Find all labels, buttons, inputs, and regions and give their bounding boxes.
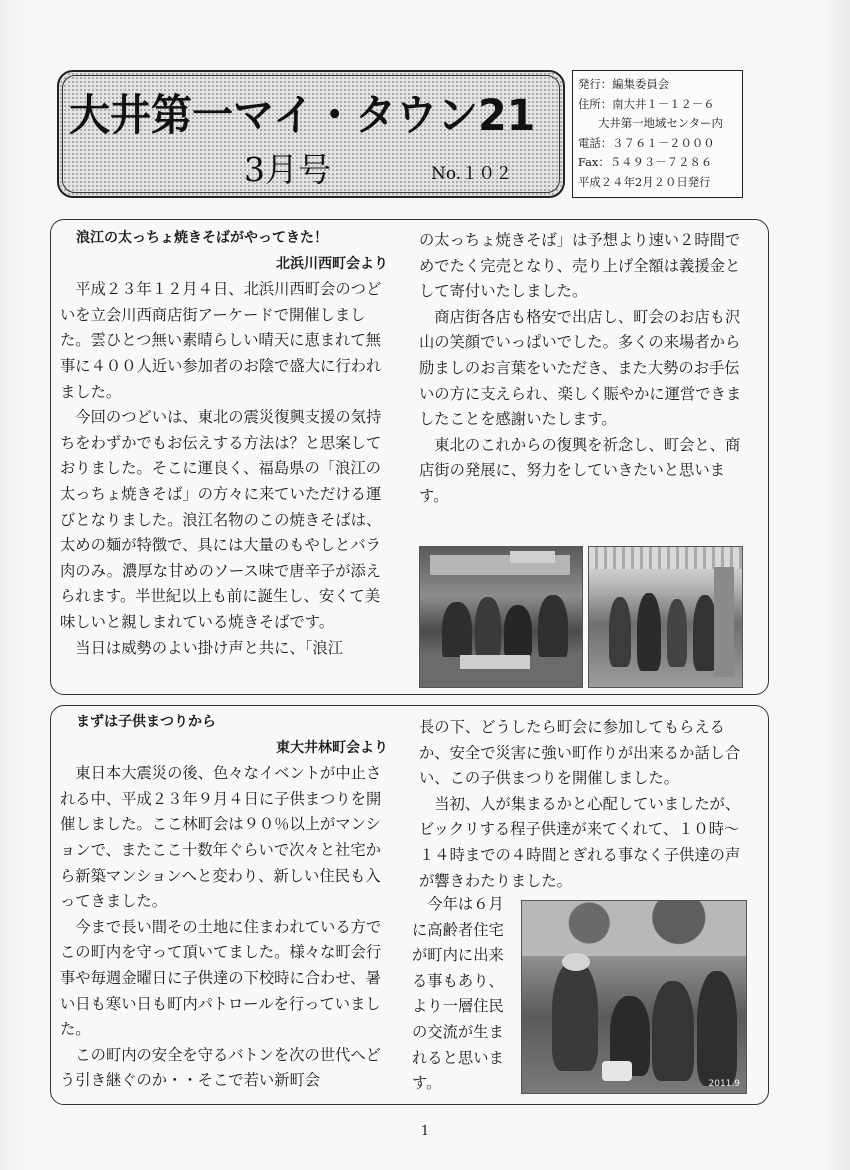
article1-byline: 北浜川西町会より <box>276 255 388 272</box>
article2-paragraph: 今まで長い間その土地に住まわれている方でこの町内を守って頂いてました。様々な町会行事や毎週金曜日に子供達の下校時に合わせ、暑い日も寒い日も町内パトロールを行っていました。 <box>60 917 382 1039</box>
article2-wrap-text <box>412 892 516 1097</box>
article2-headline: まずは子供まつりから <box>76 714 216 730</box>
article1-paragraph: 商店街各店も格安で出店し、町会のお店も沢山の笑顔でいっぱいでした。多くの来場者から励ましのお言葉をいただき、また大勢のお手伝いの方に支えられ、楽しく賑やかに運営できましたことを感謝いたします。 <box>419 307 742 429</box>
article1-continued-text: の太っちょ焼きそば」は予想より速い２時間でめでたく完売となり、売り上げ全額は義援金として寄付いたしました。 <box>419 231 741 301</box>
address: 住所：南大井１－１２－６ <box>578 96 715 111</box>
article1-left-column <box>60 226 392 661</box>
address-detail: 大井第一地域センター内 <box>598 116 723 130</box>
article2-right-column <box>419 715 753 894</box>
photo-shopping-arcade <box>588 546 743 688</box>
article1-paragraph: 当日は威勢のよい掛け声と共に、「浪江 <box>75 638 343 657</box>
photo-date-stamp: 2011.9 <box>708 1079 740 1089</box>
article2-paragraph: 当初、人が集まるかと心配していましたが、ビックリする程子供達が来てくれて、１０時～１４時までの４時間とぎれる事なく子供達の声が響きわたりました。 <box>419 794 741 890</box>
phone: 電話：３７６１－２０００ <box>578 135 715 150</box>
page-number: 1 <box>420 1124 430 1139</box>
publisher: 発行：編集委員会 <box>578 77 670 91</box>
publisher-info-box <box>572 70 743 198</box>
article2-left-column <box>60 710 392 1094</box>
newsletter-title: 大井第一マイ・タウン21 <box>69 89 536 141</box>
article1-paragraph: 今回のつどいは、東北の震災復興支援の気持ちをわずかでもお伝えする方法は？と思案しておりました。そこに運良く、福島県の「浪江の太っちょ焼きそば」の方々に来ていただける運びとなりました。浪江名物のこの焼きそばは、太めの麺が特徴で、具には大量のもやしとバラ肉のみ。濃厚な甘めのソース味で唐辛子が添えられます。半世紀以上も前に誕生し、安くて美味しいと親しまれている焼きそばです。 <box>60 408 382 631</box>
masthead <box>57 70 565 198</box>
article1-paragraph: 平成２３年１２月４日、北浜川西町会のつどいを立会川西商店街アーケードで開催しました。雲ひとつ無い素晴らしい晴天に恵まれて無事に４００人近い参加者のお陰で盛大に行われました。 <box>60 280 382 401</box>
article2-byline: 東大井林町会より <box>276 739 388 756</box>
article2-paragraph: この町内の安全を守るバトンを次の世代へどう引き継ぐのか・・そこで若い新町会 <box>60 1045 381 1090</box>
issue-month: 3月号 <box>244 150 331 189</box>
fax: Fax：５４９３－７２８６ <box>578 155 713 169</box>
article2-continued-text: 長の下、どうしたら町会に参加してもらえるか、安全で災害に強い町作りが出来るか話し合い、この子供まつりを開催しました。 <box>419 718 741 788</box>
photo-children-festival <box>521 900 747 1094</box>
article1-headline: 浪江の太っちょ焼きそばがやってきた！ <box>76 230 328 246</box>
article1-paragraph: 東北のこれからの復興を祈念し、町会と、商店街の発展に、努力をしていきたいと思います。 <box>419 435 741 505</box>
issue-number: No.１０２ <box>431 164 513 184</box>
photo-yakisoba-stall <box>419 546 583 688</box>
article1-right-column <box>419 228 753 510</box>
article2-paragraph: 今年は６月に高齢者住宅が町内に出来る事もあり、より一層住民の交流が生まれると思います。 <box>412 895 504 1093</box>
publish-date: 平成２４年2月２０日発行 <box>578 174 711 189</box>
article2-paragraph: 東日本大震災の後、色々なイベントが中止される中、平成２３年９月４日に子供まつりを開催しました。ここ林町会は９０％以上がマンションで、またここ十数年ぐらいで次々と社宅から新築マンションへと変わり、新しい住民も入ってきました。 <box>60 764 382 911</box>
